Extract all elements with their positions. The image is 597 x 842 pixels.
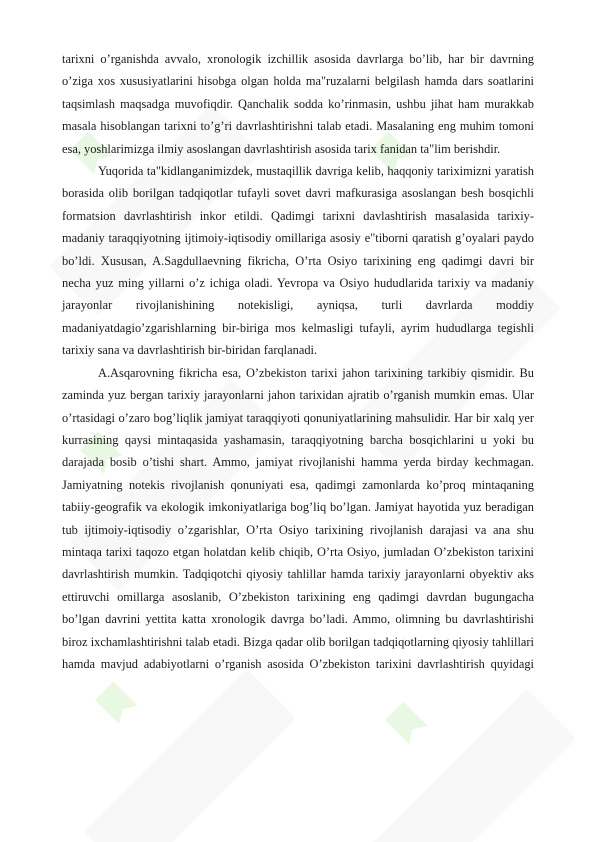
watermark-bottom-right	[364, 689, 576, 842]
scroll-logo-icon	[95, 682, 137, 724]
paragraph-continuation: tarixni o’rganishda avvalo, xronologik izchillik asosida davrlarga bo’lib, har bir davrning o’ziga xos xususiyatlarini hisobga olgan holda ma"ruzalarni belgilash hamda dars soatlarini taqsimlash maqsadga muvofiqdir. Qanchalik sodda ko’rinmasin, ushbu jihat ham murakkab masala hisoblangan tarixni to’g’ri davrlashtirishni talab etadi. Masalaning eng muhim tomoni esa, yoshlarimizga ilmiy asoslangan davrlashtirish asosida tarix fanidan ta"lim berishdir.	[62, 52, 534, 156]
paragraph-asqarov-view: A.Asqarovning fikricha esa, O’zbekiston tarixi jahon tarixining tarkibiy qismidir. Bu zaminda yuz bergan tarixiy jarayonlarni jahon tarixidan ajratib o’rganish mumkin emas. Ular o’rtasidagi o’zaro bog’liqlik jamiyat taraqqiyoti qonuniyatlarining mahsulidir. Har bir xalq yer kurrasining qaysi mintaqasida yashamasin, taraqqiyotning barcha bosqichlarini u yoki bu darajada bosib o’tishi shart. Ammo, jamiyat rivojlanishi hamma yerda birday kechmagan. Jamiyatning notekis rivojlanish qonuniyati esa, qadimgi zamonlarda ko’proq mintaqaning tabiiy-geografik va ekologik imkoniyatlariga bog’liq bo’lgan. Jamiyat hayotida yuz beradigan tub ijtimoiy-iqtisodiy o’zgarishlar, O’rta Osiyo tarixining rivojlanish darajasi va ana shu mintaqa tarixi taqozo etgan holatdan kelib chiqib, O’rta Osiyo, jumladan O’zbekiston tarixini davrlashtirish mumkin. Tadqiqotchi qiyosiy tahlillar hamda tarixiy jarayonlarni obyektiv aks ettiruvchi omillarga asoslanib, O’zbekiston tarixining eng qadimgi davrdan bugungacha bo’lgan davrini yettita katta xronologik davrga bo’ladi. Ammo, olimning bu davrlashtirishi biroz ixchamlashtirishni talab etadi. Bizga qadar olib borilgan tadqiqotlarning qiyosiy tahlillari hamda mavjud adabiyotlarni o’rganish asosida O’zbekiston tarixini davrlashtirish quyidagi	[62, 365, 534, 671]
paragraph-periodization-criticism: Yuqorida ta"kidlanganimizdek, mustaqillik davriga kelib, haqqoniy tariximizni yaratish borasida olib borilgan tadqiqotlar tufayli sovet davri mafkurasiga asoslangan besh bosqichli formatsion davrlashtirish inkor etildi. Qadimgi tarixni davlashtirish masalasida tarixiy-madaniy taraqqiyotning ijtimoiy-iqtisodiy omillariga asosiy e"tiborni qaratish g’oyalari paydo bo’ldi. Xususan, A.Sagdullaevning fikricha, O’rta Osiyo tarixining eng qadimgi davri bir necha yuz ming yillarni o’z ichiga oladi. Yevropa va Osiyo hududlarida tarixiy va madaniy jarayonlar rivojlanishining notekisligi, ayniqsa, turli davrlarda moddiy madaniyatdagio’zgarishlarning bir-biriga mos kelmasligi tufayli, ayrim hududlarga tegishli tarixiy sana va davrlashtirish bir-biridan farqlanadi.	[62, 164, 534, 358]
watermark-bottom-left	[84, 669, 296, 842]
scroll-logo-icon	[385, 702, 427, 744]
document-body	[62, 48, 534, 675]
